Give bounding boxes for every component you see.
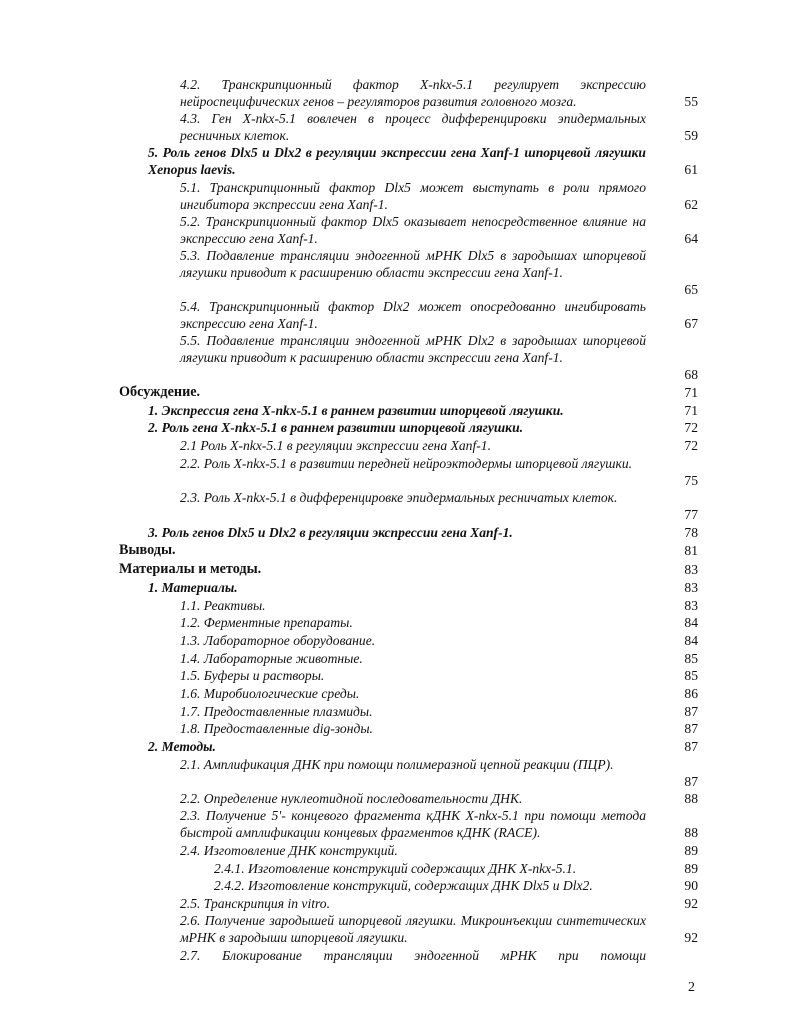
toc-entry-text: Материалы и методы. — [119, 561, 262, 577]
toc-entry — [180, 247, 646, 281]
toc-entry-text: 2.5. Транскрипция in vitro. — [180, 896, 330, 911]
toc-entry — [180, 455, 646, 472]
toc-entry-text: 1.2. Ферментные препараты. — [180, 615, 353, 630]
toc-entry-text: 1.4. Лабораторные животные. — [180, 651, 363, 666]
toc-entry — [148, 144, 646, 178]
toc-entry-text: 5.4. Транскрипционный фактор Dlx2 может опосредованно ингибировать экспрессию гена Xanf-1. — [180, 299, 646, 331]
toc-entry — [180, 756, 646, 773]
toc-entry — [214, 860, 646, 877]
toc-entry — [180, 437, 646, 454]
toc-entry — [180, 807, 646, 841]
toc-entry-text: 2. Роль гена X-nkx-5.1 в раннем развитии шпорцевой лягушки. — [148, 420, 524, 435]
toc-entry-text: 2.7. Блокирование трансляции эндогенной мРНК при помощи — [180, 948, 646, 963]
toc-entry-page: 72 — [684, 438, 698, 453]
toc-entry — [180, 332, 646, 366]
toc-entry-text: Обсуждение. — [119, 384, 201, 400]
toc-entry — [180, 685, 646, 702]
toc-entry-text: 2. Методы. — [148, 739, 216, 754]
toc-entry — [180, 703, 646, 720]
section-heading — [119, 542, 639, 559]
toc-entry-page: 68 — [684, 367, 698, 382]
toc-entry — [148, 419, 646, 436]
toc-entry-text: 2.2. Роль X-nkx-5.1 в развитии передней нейроэктодермы шпорцевой лягушки. — [180, 456, 633, 471]
toc-entry-page: 87 — [684, 739, 698, 754]
toc-entry-page: 87 — [684, 721, 698, 736]
toc-entry-page: 61 — [684, 162, 698, 177]
toc-entry-text: 1.6. Миробиологические среды. — [180, 686, 360, 701]
toc-entry — [180, 614, 646, 631]
toc-entry-text: 5.5. Подавление трансляции эндогенной мРНК Dlx2 в зародышах шпорцевой лягушки приводит к расширению области экспрессии гена Xanf-1. — [180, 333, 646, 365]
toc-entry-page: 90 — [684, 878, 698, 893]
toc-entry-text: 2.3. Получение 5'- концевого фрагмента кДНК X-nkx-5.1 при помощи метода быстрой амплификации концевых фрагментов кДНК (RACE). — [180, 808, 646, 840]
toc-entry-page: 85 — [684, 668, 698, 683]
toc-entry-text: 2.4.2. Изготовление конструкций, содержащих ДНК Dlx5 и Dlx2. — [214, 878, 593, 893]
toc-entry-text: 1.1. Реактивы. — [180, 598, 266, 613]
toc-entry — [180, 110, 646, 144]
toc-entry — [148, 738, 646, 755]
page-number: 2 — [688, 980, 695, 995]
toc-entry-text: 2.4.1. Изготовление конструкций содержащих ДНК X-nkx-5.1. — [214, 861, 577, 876]
toc-entry-page: 92 — [684, 930, 698, 945]
toc-entry-text: 1.5. Буферы и растворы. — [180, 668, 325, 683]
toc-entry-page: 84 — [684, 615, 698, 630]
toc-entry-page: 88 — [684, 825, 698, 840]
toc-entry — [180, 720, 646, 737]
toc-entry-text: 3. Роль генов Dlx5 и Dlx2 в регуляции экспрессии гена Xanf-1. — [148, 525, 513, 540]
toc-entry-page: 67 — [684, 316, 698, 331]
toc-entry-page: 75 — [684, 473, 698, 488]
toc-entry-page: 77 — [684, 507, 698, 522]
toc-entry-text: 1.8. Предоставленные dig-зонды. — [180, 721, 373, 736]
toc-entry-page: 87 — [684, 774, 698, 789]
toc-entry-page: 62 — [684, 197, 698, 212]
section-heading — [119, 384, 639, 401]
toc-entry — [180, 489, 646, 506]
toc-entry — [148, 579, 646, 596]
toc-entry-page: 85 — [684, 651, 698, 666]
toc-entry-text: 1.3. Лабораторное оборудование. — [180, 633, 376, 648]
toc-entry-page: 78 — [684, 525, 698, 540]
toc-entry — [180, 667, 646, 684]
section-heading — [119, 561, 639, 578]
toc-entry — [214, 877, 646, 894]
toc-entry — [180, 597, 646, 614]
toc-entry-page: 89 — [684, 861, 698, 876]
toc-entry — [180, 912, 646, 946]
toc-entry — [180, 650, 646, 667]
toc-entry-text: 5. Роль генов Dlx5 и Dlx2 в регуляции экспрессии гена Xanf-1 шпорцевой лягушки Xenopus laevis. — [148, 145, 646, 177]
toc-entry-page: 87 — [684, 704, 698, 719]
toc-entry-page: 89 — [684, 843, 698, 858]
toc-entry — [180, 895, 646, 912]
toc-entry-text: 2.3. Роль X-nkx-5.1 в дифференцировке эпидермальных ресничатых клеток. — [180, 490, 618, 505]
toc-entry — [180, 790, 646, 807]
toc-entry-text: 5.1. Транскрипционный фактор Dlx5 может выступать в роли прямого ингибитора экспрессии гена Xanf-1. — [180, 180, 646, 212]
toc-entry-text: 5.2. Транскрипционный фактор Dlx5 оказывает непосредственное влияние на экспрессию гена Xanf-1. — [180, 214, 646, 246]
toc-entry-page: 83 — [684, 598, 698, 613]
toc-entry-page: 92 — [684, 896, 698, 911]
toc-entry-text: 2.1. Амплификация ДНК при помощи полимеразной цепной реакции (ПЦР). — [180, 757, 614, 772]
toc-entry — [180, 298, 646, 332]
toc-entry-page: 59 — [684, 128, 698, 143]
toc-entry-page: 83 — [684, 580, 698, 595]
toc-entry — [148, 524, 646, 541]
toc-entry-text: 2.2. Определение нуклеотидной последовательности ДНК. — [180, 791, 523, 806]
toc-entry-text: 4.2. Транскрипционный фактор X-nkx-5.1 регулирует экспрессию нейроспецифических генов – регуляторов развития головного мозга. — [180, 77, 646, 109]
toc-entry — [180, 213, 646, 247]
toc-entry-page: 65 — [684, 282, 698, 297]
toc-entry-page: 72 — [684, 420, 698, 435]
toc-entry-page: 64 — [684, 231, 698, 246]
toc-entry-text: 1. Экспрессия гена X-nkx-5.1 в раннем развитии шпорцевой лягушки. — [148, 403, 564, 418]
toc-entry-page: 81 — [684, 543, 698, 558]
toc-entry — [180, 842, 646, 859]
toc-entry-page: 71 — [684, 385, 698, 400]
toc-entry-page: 55 — [684, 94, 698, 109]
toc-entry-text: 5.3. Подавление трансляции эндогенной мРНК Dlx5 в зародышах шпорцевой лягушки приводит к расширению области экспрессии гена Xanf-1. — [180, 248, 646, 280]
toc-entry-page: 86 — [684, 686, 698, 701]
toc-entry — [180, 632, 646, 649]
toc-entry-text: 4.3. Ген X-nkx-5.1 вовлечен в процесс дифференцировки эпидермальных ресничных клеток. — [180, 111, 646, 143]
toc-entry-text: Выводы. — [119, 542, 176, 558]
toc-entry — [180, 947, 646, 964]
toc-entry-page: 84 — [684, 633, 698, 648]
toc-entry — [180, 179, 646, 213]
toc-entry-text: 2.4. Изготовление ДНК конструкций. — [180, 843, 398, 858]
toc-entry-text: 1.7. Предоставленные плазмиды. — [180, 704, 373, 719]
toc-entry-text: 2.6. Получение зародышей шпорцевой лягушки. Микроинъекции синтетических мРНК в зародыши шпорцевой лягушки. — [180, 913, 646, 945]
toc-entry-page: 83 — [684, 562, 698, 577]
toc-entry-page: 88 — [684, 791, 698, 806]
toc-entry-text: 2.1 Роль X-nkx-5.1 в регуляции экспрессии гена Xanf-1. — [180, 438, 491, 453]
toc-entry — [180, 76, 646, 110]
toc-entry-text: 1. Материалы. — [148, 580, 238, 595]
toc-entry — [148, 402, 646, 419]
toc-entry-page: 71 — [684, 403, 698, 418]
